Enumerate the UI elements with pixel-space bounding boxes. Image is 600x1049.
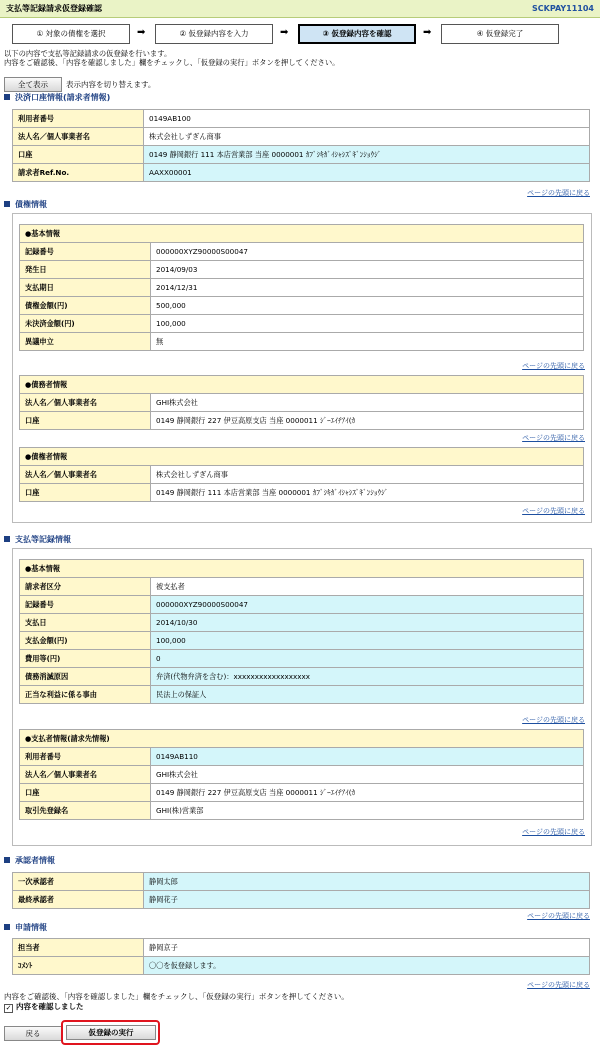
field-value: 静岡花子 (144, 891, 590, 909)
table-row (20, 333, 584, 351)
payment-section-title: 支払等記録情報 (4, 535, 71, 545)
show-all-button[interactable]: 全て表示 (4, 77, 62, 92)
field-label: 請求者区分 (20, 578, 151, 596)
field-label: 口座 (20, 784, 151, 802)
toggle-description: 表示内容を切り替えます。 (66, 80, 156, 89)
field-value: 株式会社しずぎん商事 (151, 466, 584, 484)
field-value: 株式会社しずぎん商事 (144, 128, 590, 146)
table-row (20, 376, 584, 394)
field-value: AAXX00001 (144, 164, 590, 182)
field-label: 口座 (20, 484, 151, 502)
arrow-icon: ➡ (280, 27, 289, 38)
page-top-link[interactable]: ページの先頭に戻る (522, 362, 585, 370)
field-label: 記録番号 (20, 243, 151, 261)
table-row (20, 650, 584, 668)
approver-section-title: 承認者情報 (4, 856, 55, 866)
page-top-link[interactable]: ページの先頭に戻る (522, 716, 585, 724)
field-value: 2014/10/30 (151, 614, 584, 632)
field-label: 正当な利益に係る事由 (20, 686, 151, 704)
page-top-link[interactable]: ページの先頭に戻る (527, 912, 590, 920)
step-4: ④ 仮登録完了 (441, 24, 559, 44)
page-top-link[interactable]: ページの先頭に戻る (527, 189, 590, 197)
arrow-icon: ➡ (137, 27, 146, 38)
table-row (20, 394, 584, 412)
application-section-title: 申請情報 (4, 923, 47, 933)
field-value: 0149AB100 (144, 110, 590, 128)
field-value: 000000XYZ90000S00047 (151, 243, 584, 261)
field-value: 2014/12/31 (151, 279, 584, 297)
confirm-checkbox[interactable]: ✓ (5, 1004, 12, 1012)
execute-button[interactable]: 仮登録の実行 (66, 1025, 156, 1040)
table-row (13, 146, 590, 164)
field-label: 法人名／個人事業者名 (13, 128, 144, 146)
table-row (20, 730, 584, 748)
step-indicator (12, 24, 552, 44)
table-row (13, 957, 590, 975)
table-row (13, 891, 590, 909)
field-value: GHI(株)営業部 (151, 802, 584, 820)
field-label: 記録番号 (20, 596, 151, 614)
field-label: 一次承認者 (13, 873, 144, 891)
creditor-heading: ●債権者情報 (20, 448, 584, 466)
table-row (13, 164, 590, 182)
field-label: 発生日 (20, 261, 151, 279)
step-2: ② 仮登録内容を入力 (155, 24, 273, 44)
table-row (20, 297, 584, 315)
field-value: 0149 静岡銀行 111 本店営業部 当座 0000001 ｶﾌﾞｼｷｶﾞｲｼｬｼｽﾞｷﾞﾝｼｮｳｼﾞ (151, 484, 584, 502)
payer-table (19, 729, 584, 820)
table-row (20, 560, 584, 578)
table-row (20, 225, 584, 243)
table-row (13, 110, 590, 128)
field-value: 被支払者 (151, 578, 584, 596)
field-label: 法人名／個人事業者名 (20, 766, 151, 784)
debtor-table (19, 375, 584, 430)
footer-note: 内容をご確認後、「内容を確認しました」欄をチェックし、「仮登録の実行」ボタンを押してください。 (4, 992, 349, 1001)
field-label: 法人名／個人事業者名 (20, 466, 151, 484)
field-value: 0149AB110 (151, 748, 584, 766)
field-value: 500,000 (151, 297, 584, 315)
table-row (20, 802, 584, 820)
field-value: 無 (151, 333, 584, 351)
claim-basic-table (19, 224, 584, 351)
table-row (20, 686, 584, 704)
field-value: 民法上の保証人 (151, 686, 584, 704)
page-top-link[interactable]: ページの先頭に戻る (522, 828, 585, 836)
field-label: 取引先登録名 (20, 802, 151, 820)
table-row (20, 668, 584, 686)
field-label: 請求者Ref.No. (13, 164, 144, 182)
table-row (20, 261, 584, 279)
table-row (20, 632, 584, 650)
title-bar (0, 0, 600, 18)
field-label: 口座 (13, 146, 144, 164)
field-value: GHI株式会社 (151, 394, 584, 412)
field-value: 静岡太郎 (144, 873, 590, 891)
intro-text (4, 49, 564, 67)
field-label: 債権金額(円) (20, 297, 151, 315)
table-row (20, 448, 584, 466)
field-label: 支払期日 (20, 279, 151, 297)
field-label: 異議申立 (20, 333, 151, 351)
table-row (20, 748, 584, 766)
field-value: 000000XYZ90000S00047 (151, 596, 584, 614)
table-row (13, 873, 590, 891)
field-label: 法人名／個人事業者名 (20, 394, 151, 412)
table-row (20, 596, 584, 614)
table-row (20, 466, 584, 484)
table-row (20, 315, 584, 333)
field-value: 0149 静岡銀行 111 本店営業部 当座 0000001 ｶﾌﾞｼｷｶﾞｲｼｬｼｽﾞｷﾞﾝｼｮｳｼﾞ (144, 146, 590, 164)
page-top-link[interactable]: ページの先頭に戻る (522, 434, 585, 442)
application-table (12, 938, 590, 975)
field-value: 2014/09/03 (151, 261, 584, 279)
field-label: 未決済金額(円) (20, 315, 151, 333)
field-label: 利用者番号 (20, 748, 151, 766)
field-value: 100,000 (151, 632, 584, 650)
approver-table (12, 872, 590, 909)
field-label: 口座 (20, 412, 151, 430)
table-row (20, 412, 584, 430)
field-value: 内容をご確認後、「内容を確認しました」欄をチェックし、「仮登録の実行」ボタンを押してください。 (4, 58, 340, 67)
table-row (20, 614, 584, 632)
page-title: 支払等記録請求仮登録確認 (6, 4, 102, 13)
claim-basic-heading: ●基本情報 (20, 225, 584, 243)
payment-basic-table (19, 559, 584, 704)
field-value: 0149 静岡銀行 227 伊豆高原支店 当座 0000011 ｼﾞｰｴｲﾁｱｲ(ｶ (151, 412, 584, 430)
field-value: GHI株式会社 (151, 766, 584, 784)
confirm-row[interactable] (4, 1002, 84, 1013)
field-value: 100,000 (151, 315, 584, 333)
page-top-link[interactable]: ページの先頭に戻る (522, 507, 585, 515)
debtor-heading: ●債務者情報 (20, 376, 584, 394)
field-label: 費用等(円) (20, 650, 151, 668)
screen-id: SCKPAY11104 (531, 4, 594, 13)
creditor-table (19, 447, 584, 502)
payer-heading: ●支払者情報(請求先情報) (20, 730, 584, 748)
table-row (20, 484, 584, 502)
field-label: 利用者番号 (13, 110, 144, 128)
field-value: 0149 静岡銀行 227 伊豆高原支店 当座 0000011 ｼﾞｰｴｲﾁｱｲ(ｶ (151, 784, 584, 802)
field-value: 弁済(代物弁済を含む)：xxxxxxxxxxxxxxxxxx (151, 668, 584, 686)
field-label: 最終承認者 (13, 891, 144, 909)
field-label: 担当者 (13, 939, 144, 957)
arrow-icon: ➡ (423, 27, 432, 38)
confirm-label: 内容を確認しました (16, 1002, 84, 1011)
table-row (20, 766, 584, 784)
field-label: ｺﾒﾝﾄ (13, 957, 144, 975)
field-value: 以下の内容で支払等記録請求の仮登録を行います。 (4, 49, 172, 58)
step-3-current: ③ 仮登録内容を確認 (298, 24, 416, 44)
field-value: 静岡京子 (144, 939, 590, 957)
table-row (20, 578, 584, 596)
account-section-title: 決済口座情報(請求者情報) (4, 93, 110, 103)
field-value: 〇〇を仮登録します。 (144, 957, 590, 975)
table-row (20, 279, 584, 297)
step-1: ① 対象の債権を選択 (12, 24, 130, 44)
table-row (13, 128, 590, 146)
page-top-link[interactable]: ページの先頭に戻る (527, 981, 590, 989)
payment-basic-heading: ●基本情報 (20, 560, 584, 578)
back-button[interactable]: 戻る (4, 1026, 62, 1041)
field-label: 支払日 (20, 614, 151, 632)
table-row (13, 939, 590, 957)
field-label: 債務消滅原因 (20, 668, 151, 686)
field-value: 0 (151, 650, 584, 668)
claim-section-title: 債権情報 (4, 200, 47, 210)
field-label: 支払金額(円) (20, 632, 151, 650)
account-table (12, 109, 590, 182)
table-row (20, 784, 584, 802)
table-row (20, 243, 584, 261)
